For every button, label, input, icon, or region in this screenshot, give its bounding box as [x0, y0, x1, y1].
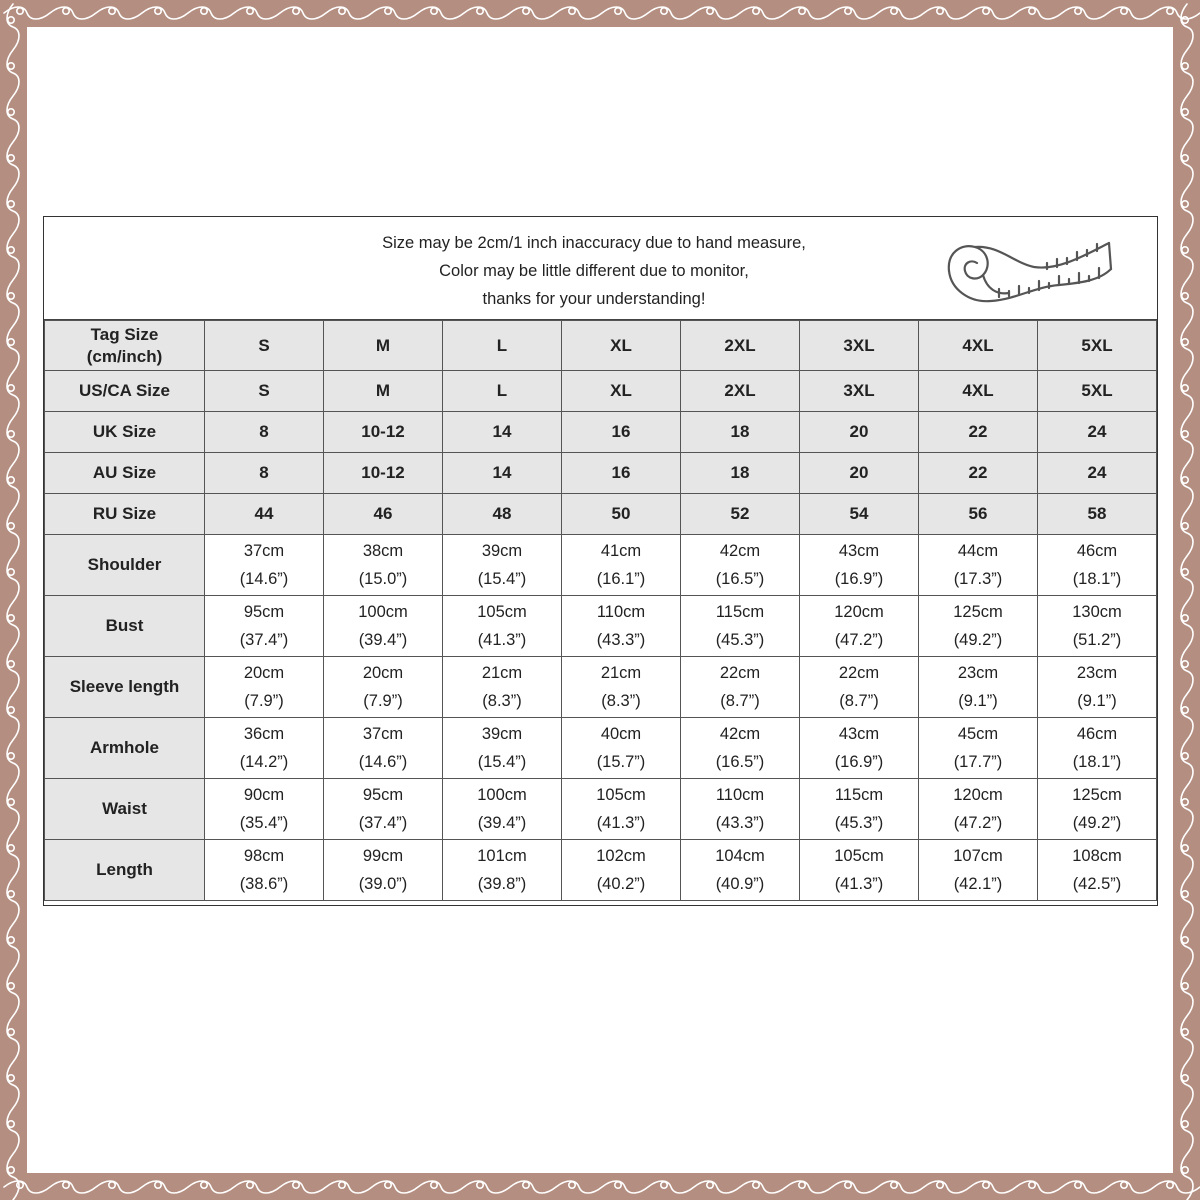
cm-value: 46cm	[1076, 542, 1118, 560]
measurement-cell	[562, 840, 681, 901]
size-cell: 22	[919, 412, 1038, 453]
size-cell: 5XL	[1038, 321, 1157, 371]
inch-value: (9.1”)	[958, 692, 998, 710]
size-cell: 8	[205, 453, 324, 494]
inch-value: (40.2”)	[596, 875, 646, 893]
size-row	[45, 453, 1157, 494]
measurement-cell	[681, 718, 800, 779]
cm-value: 42cm	[719, 725, 761, 743]
cm-value: 23cm	[1076, 664, 1118, 682]
size-cell: 2XL	[681, 321, 800, 371]
inch-value: (15.4”)	[477, 753, 527, 771]
inch-value: (14.6”)	[239, 570, 289, 588]
measurement-row	[45, 657, 1157, 718]
notice-banner	[44, 217, 1157, 320]
measurement-cell	[324, 779, 443, 840]
measurement-cell	[324, 718, 443, 779]
cm-value: 39cm	[481, 725, 523, 743]
cm-value: 98cm	[243, 847, 285, 865]
size-cell: 2XL	[681, 371, 800, 412]
inch-value: (45.3”)	[715, 631, 765, 649]
inch-value: (47.2”)	[834, 631, 884, 649]
row-label: UK Size	[45, 412, 205, 453]
cm-value: 43cm	[838, 542, 880, 560]
cm-value: 21cm	[600, 664, 642, 682]
cm-value: 37cm	[362, 725, 404, 743]
size-cell: 3XL	[800, 371, 919, 412]
size-cell: 16	[562, 453, 681, 494]
inch-value: (15.0”)	[358, 570, 408, 588]
size-cell: XL	[562, 321, 681, 371]
cm-value: 39cm	[481, 542, 523, 560]
inch-value: (16.9”)	[834, 570, 884, 588]
measurement-cell	[919, 596, 1038, 657]
measurement-cell	[562, 535, 681, 596]
size-cell: 4XL	[919, 371, 1038, 412]
cm-value: 95cm	[362, 786, 404, 804]
cm-value: 130cm	[1072, 603, 1122, 621]
size-cell: 48	[443, 494, 562, 535]
size-row	[45, 371, 1157, 412]
row-label: Bust	[45, 596, 205, 657]
size-cell: M	[324, 321, 443, 371]
cm-value: 105cm	[477, 603, 527, 621]
notice-line-3: thanks for your understanding!	[482, 290, 706, 308]
cm-value: 110cm	[715, 786, 765, 804]
measurement-row	[45, 840, 1157, 901]
inch-value: (8.7”)	[720, 692, 760, 710]
size-cell: 14	[443, 453, 562, 494]
measurement-cell	[681, 657, 800, 718]
row-label: Sleeve length	[45, 657, 205, 718]
size-row	[45, 494, 1157, 535]
inch-value: (17.7”)	[953, 753, 1003, 771]
inch-value: (40.9”)	[715, 875, 765, 893]
size-cell: 24	[1038, 412, 1157, 453]
row-label: Tag Size (cm/inch)	[45, 321, 205, 371]
size-cell: S	[205, 371, 324, 412]
size-cell: 8	[205, 412, 324, 453]
measurement-cell	[324, 657, 443, 718]
measurement-cell	[681, 596, 800, 657]
inch-value: (49.2”)	[1072, 814, 1122, 832]
measurement-cell	[205, 840, 324, 901]
size-cell: 10-12	[324, 412, 443, 453]
cm-value: 20cm	[243, 664, 285, 682]
measurement-cell	[205, 657, 324, 718]
cm-value: 108cm	[1072, 847, 1122, 865]
measurement-cell	[562, 718, 681, 779]
cm-value: 107cm	[953, 847, 1003, 865]
cm-value: 40cm	[600, 725, 642, 743]
measurement-cell	[1038, 596, 1157, 657]
measurement-cell	[205, 535, 324, 596]
cm-value: 41cm	[600, 542, 642, 560]
inch-value: (17.3”)	[953, 570, 1003, 588]
measurement-cell	[443, 596, 562, 657]
inch-value: (41.3”)	[596, 814, 646, 832]
notice-text	[244, 229, 944, 313]
measurement-row	[45, 596, 1157, 657]
cm-value: 125cm	[1072, 786, 1122, 804]
measurement-cell	[324, 840, 443, 901]
size-table	[44, 320, 1157, 901]
measurement-cell	[800, 779, 919, 840]
measurement-cell	[1038, 657, 1157, 718]
inch-value: (16.9”)	[834, 753, 884, 771]
cm-value: 115cm	[834, 786, 884, 804]
measurement-cell	[681, 840, 800, 901]
inch-value: (39.8”)	[477, 875, 527, 893]
cm-value: 120cm	[834, 603, 884, 621]
inch-value: (42.5”)	[1072, 875, 1122, 893]
size-cell: M	[324, 371, 443, 412]
measurement-cell	[443, 779, 562, 840]
inch-value: (37.4”)	[358, 814, 408, 832]
measurement-cell	[800, 596, 919, 657]
measurement-cell	[800, 657, 919, 718]
cm-value: 100cm	[477, 786, 527, 804]
inch-value: (38.6”)	[239, 875, 289, 893]
inch-value: (14.2”)	[239, 753, 289, 771]
inch-value: (39.4”)	[358, 631, 408, 649]
inch-value: (15.7”)	[596, 753, 646, 771]
size-cell: 20	[800, 453, 919, 494]
inch-value: (16.5”)	[715, 753, 765, 771]
inch-value: (45.3”)	[834, 814, 884, 832]
size-row	[45, 412, 1157, 453]
size-cell: 3XL	[800, 321, 919, 371]
cm-value: 45cm	[957, 725, 999, 743]
measurement-row	[45, 779, 1157, 840]
cm-value: 46cm	[1076, 725, 1118, 743]
inch-value: (9.1”)	[1077, 692, 1117, 710]
measurement-cell	[681, 535, 800, 596]
measurement-cell	[205, 718, 324, 779]
inch-value: (8.3”)	[482, 692, 522, 710]
cm-value: 125cm	[953, 603, 1003, 621]
cm-value: 99cm	[362, 847, 404, 865]
inch-value: (47.2”)	[953, 814, 1003, 832]
row-label: AU Size	[45, 453, 205, 494]
cm-value: 90cm	[243, 786, 285, 804]
size-cell: 22	[919, 453, 1038, 494]
cm-value: 95cm	[243, 603, 285, 621]
notice-line-2: Color may be little different due to monitor,	[439, 262, 749, 280]
notice-line-1: Size may be 2cm/1 inch inaccuracy due to hand measure,	[382, 234, 806, 252]
inch-value: (41.3”)	[477, 631, 527, 649]
inch-value: (41.3”)	[834, 875, 884, 893]
measurement-cell	[919, 535, 1038, 596]
size-cell: 16	[562, 412, 681, 453]
size-cell: 24	[1038, 453, 1157, 494]
size-cell: 18	[681, 453, 800, 494]
inch-value: (16.5”)	[715, 570, 765, 588]
cm-value: 23cm	[957, 664, 999, 682]
inch-value: (49.2”)	[953, 631, 1003, 649]
size-cell: 46	[324, 494, 443, 535]
measurement-cell	[443, 657, 562, 718]
measurement-cell	[800, 718, 919, 779]
cm-value: 115cm	[715, 603, 765, 621]
cm-value: 36cm	[243, 725, 285, 743]
size-cell: S	[205, 321, 324, 371]
size-cell: 50	[562, 494, 681, 535]
size-chart	[43, 216, 1158, 906]
cm-value: 20cm	[362, 664, 404, 682]
inch-value: (15.4”)	[477, 570, 527, 588]
size-cell: 18	[681, 412, 800, 453]
measurement-cell	[919, 657, 1038, 718]
inch-value: (51.2”)	[1072, 631, 1122, 649]
measurement-cell	[205, 779, 324, 840]
measurement-cell	[324, 535, 443, 596]
size-row	[45, 321, 1157, 371]
measurement-cell	[562, 657, 681, 718]
row-label: Waist	[45, 779, 205, 840]
cm-value: 104cm	[715, 847, 765, 865]
measurement-cell	[562, 779, 681, 840]
measurement-cell	[681, 779, 800, 840]
cm-value: 120cm	[953, 786, 1003, 804]
inch-value: (42.1”)	[953, 875, 1003, 893]
inch-value: (18.1”)	[1072, 753, 1122, 771]
inch-value: (37.4”)	[239, 631, 289, 649]
measurement-cell	[1038, 718, 1157, 779]
size-cell: L	[443, 321, 562, 371]
measurement-cell	[324, 596, 443, 657]
measurement-cell	[443, 718, 562, 779]
row-label: Length	[45, 840, 205, 901]
measurement-cell	[1038, 840, 1157, 901]
cm-value: 21cm	[481, 664, 523, 682]
cm-value: 22cm	[719, 664, 761, 682]
row-label: Shoulder	[45, 535, 205, 596]
measurement-cell	[919, 779, 1038, 840]
measuring-tape-icon	[939, 223, 1114, 313]
row-label: US/CA Size	[45, 371, 205, 412]
inch-value: (39.4”)	[477, 814, 527, 832]
measurement-cell	[205, 596, 324, 657]
cm-value: 105cm	[834, 847, 884, 865]
size-cell: L	[443, 371, 562, 412]
row-label: RU Size	[45, 494, 205, 535]
measurement-cell	[562, 596, 681, 657]
inch-value: (39.0”)	[358, 875, 408, 893]
cm-value: 37cm	[243, 542, 285, 560]
size-cell: 58	[1038, 494, 1157, 535]
inch-value: (35.4”)	[239, 814, 289, 832]
inch-value: (43.3”)	[596, 631, 646, 649]
cm-value: 44cm	[957, 542, 999, 560]
measurement-cell	[1038, 535, 1157, 596]
measurement-cell	[443, 840, 562, 901]
size-cell: 20	[800, 412, 919, 453]
size-cell: 52	[681, 494, 800, 535]
size-cell: 10-12	[324, 453, 443, 494]
measurement-cell	[1038, 779, 1157, 840]
row-label: Armhole	[45, 718, 205, 779]
inch-value: (7.9”)	[244, 692, 284, 710]
cm-value: 110cm	[596, 603, 646, 621]
cm-value: 22cm	[838, 664, 880, 682]
measurement-row	[45, 535, 1157, 596]
measurement-cell	[800, 840, 919, 901]
size-cell: 5XL	[1038, 371, 1157, 412]
size-cell: 14	[443, 412, 562, 453]
cm-value: 101cm	[477, 847, 527, 865]
inch-value: (7.9”)	[363, 692, 403, 710]
cm-value: 105cm	[596, 786, 646, 804]
size-cell: 54	[800, 494, 919, 535]
cm-value: 42cm	[719, 542, 761, 560]
measurement-cell	[443, 535, 562, 596]
measurement-row	[45, 718, 1157, 779]
cm-value: 43cm	[838, 725, 880, 743]
inch-value: (16.1”)	[596, 570, 646, 588]
cm-value: 100cm	[358, 603, 408, 621]
size-cell: 56	[919, 494, 1038, 535]
size-cell: XL	[562, 371, 681, 412]
cm-value: 38cm	[362, 542, 404, 560]
inch-value: (8.3”)	[601, 692, 641, 710]
inch-value: (8.7”)	[839, 692, 879, 710]
measurement-cell	[919, 718, 1038, 779]
measurement-cell	[800, 535, 919, 596]
cm-value: 102cm	[596, 847, 646, 865]
inch-value: (18.1”)	[1072, 570, 1122, 588]
inch-value: (43.3”)	[715, 814, 765, 832]
inch-value: (14.6”)	[358, 753, 408, 771]
size-cell: 44	[205, 494, 324, 535]
size-cell: 4XL	[919, 321, 1038, 371]
measurement-cell	[919, 840, 1038, 901]
